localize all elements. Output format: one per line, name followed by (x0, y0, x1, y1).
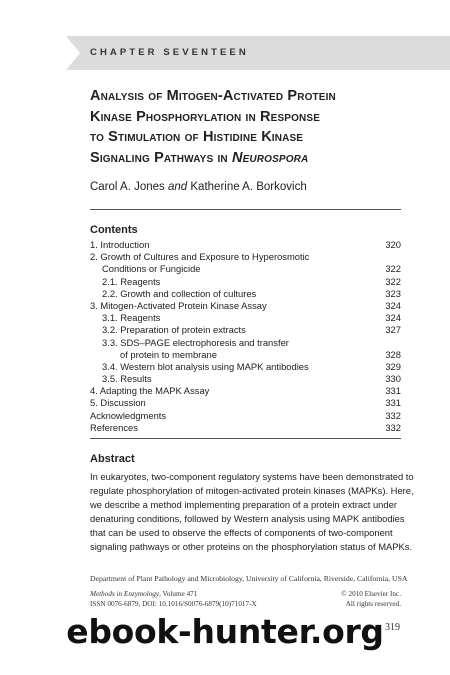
toc-entry (90, 422, 401, 434)
chapter-label: CHAPTER SEVENTEEN (90, 47, 249, 58)
toc-entry (90, 276, 401, 288)
toc-entry-page: 329 (385, 360, 401, 372)
toc-entry-page: 320 (385, 239, 401, 250)
rights: All rights reserved. (345, 600, 401, 608)
toc-entry (90, 300, 401, 312)
toc-entry-page: 327 (385, 324, 401, 336)
journal-volume: , Volume 471 (159, 590, 198, 598)
journal-name: Methods in Enzymology (90, 590, 160, 598)
toc-entry (90, 263, 401, 275)
toc-entry (90, 385, 401, 397)
toc-entry (90, 312, 401, 324)
toc-entry (90, 251, 401, 263)
toc-entry-label: 3. Mitogen-Activated Protein Kinase Assay (90, 299, 267, 311)
toc-entry-label: 1. Introduction (90, 239, 150, 250)
toc-entry-page: 322 (385, 275, 401, 287)
title-line-1: Analysis of Mitogen-Activated Protein (90, 88, 336, 104)
abstract-line: we describe a method implementing preparation of a protein extract under (90, 498, 397, 510)
toc-entry-label: 2.1. Reagents (102, 275, 161, 287)
toc-entry-page: 324 (385, 312, 401, 324)
author-2: Katherine A. Borkovich (190, 181, 307, 193)
chapter-header-notch (66, 36, 80, 70)
issn-row (90, 600, 401, 610)
toc-entry-label: 5. Discussion (90, 397, 146, 409)
toc-entry-page: 322 (385, 263, 401, 275)
toc-entry-page: 332 (385, 421, 401, 433)
toc-entry (90, 397, 401, 409)
toc-entry-label: 2.2. Growth and collection of cultures (102, 287, 257, 299)
title-line-4-prefix: Signaling Pathways in (90, 149, 232, 166)
toc-entry (90, 373, 401, 385)
toc-entry-label: 3.2. Preparation of protein extracts (102, 324, 246, 336)
toc-entry (90, 324, 401, 336)
authors-line (90, 181, 307, 193)
toc-entry (90, 239, 401, 251)
toc-entry-label: References (90, 421, 138, 433)
toc-entry-label: 3.5. Results (102, 373, 152, 385)
abstract-line: regulate phosphorylation of mitogen-activated protein kinases (MAPKs). Here, (90, 484, 414, 496)
toc-entry-label: Acknowledgments (90, 409, 167, 421)
chapter-title (90, 86, 420, 168)
divider-top (90, 209, 401, 210)
abstract-line: that can be used to observe the effects of components of two-component (90, 526, 393, 538)
divider-bottom (90, 438, 401, 439)
page-number: 319 (385, 622, 400, 633)
toc-entry-page: 331 (385, 385, 401, 397)
title-line-2: Kinase Phosphorylation in Response (90, 108, 321, 125)
affiliation: Department of Plant Pathology and Microbiology, University of California, Riverside, California, USA (90, 574, 408, 583)
title-line-4-italic: Neurospora (231, 149, 309, 166)
contents-heading: Contents (90, 224, 138, 236)
toc-entry-label: 3.3. SDS–PAGE electrophoresis and transfer (102, 336, 289, 348)
toc-entry-label: 3.4. Western blot analysis using MAPK antibodies (102, 360, 309, 372)
journal-citation (90, 590, 197, 598)
toc-entry-label: Conditions or Fungicide (102, 263, 201, 275)
toc-entry-page: 324 (385, 299, 401, 311)
toc-entry (90, 288, 401, 300)
toc-entry (90, 349, 401, 361)
toc-entry-page: 323 (385, 287, 401, 299)
table-of-contents (90, 239, 401, 434)
author-1: Carol A. Jones (90, 181, 165, 193)
abstract-line: denaturing conditions, followed by Western analysis using MAPK antibodies (90, 512, 405, 524)
toc-entry-label: of protein to membrane (120, 348, 217, 360)
toc-entry (90, 361, 401, 373)
toc-entry-page: 330 (385, 373, 401, 385)
toc-entry (90, 410, 401, 422)
toc-entry-page: 332 (385, 409, 401, 421)
abstract-heading: Abstract (90, 453, 135, 465)
journal-row (90, 590, 401, 600)
abstract-body (90, 470, 414, 553)
abstract-line: signaling pathways or other proteins on the phosphorylation status of MAPKs. (90, 540, 413, 552)
title-line-3: to Stimulation of Histidine Kinase (90, 129, 304, 145)
toc-entry-page: 331 (385, 397, 401, 409)
abstract-line: In eukaryotes, two-component regulatory systems have been demonstrated to (90, 471, 414, 482)
copyright: © 2010 Elsevier Inc. (341, 590, 401, 598)
issn-doi: ISSN 0076-6879, DOI: 10.1016/S0076-6879(10)71017-X (90, 600, 257, 608)
author-conjunction: and (168, 181, 188, 193)
toc-entry-page: 328 (385, 348, 401, 360)
title-line-4 (90, 148, 420, 169)
watermark: ebook-hunter.org (66, 612, 384, 651)
toc-entry (90, 337, 401, 349)
toc-entry-label: 3.1. Reagents (102, 312, 161, 324)
toc-entry-label: 4. Adapting the MAPK Assay (90, 385, 210, 397)
toc-entry-label: 2. Growth of Cultures and Exposure to Hyperosmotic (90, 251, 310, 263)
